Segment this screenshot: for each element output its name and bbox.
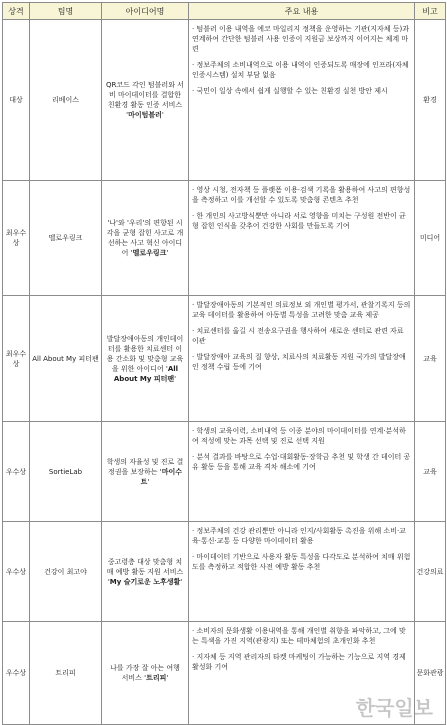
content-bullet: · 정보주체의 소비내역으로 이용 내역이 인증되도록 매장에 인프라(자체인증시스템) 설치 부담 없음 bbox=[192, 61, 409, 79]
header-team: 팀명 bbox=[30, 3, 102, 20]
idea-cell bbox=[102, 20, 189, 181]
team-cell: 리베이스 bbox=[30, 20, 102, 181]
header-content: 주요 내용 bbox=[189, 3, 415, 20]
category-cell: 문화관광 bbox=[415, 622, 446, 725]
award-cell: 우수상 bbox=[3, 522, 30, 622]
content-bullet: · 마이데이터 기반으로 사용자 활동 특성을 다각도로 분석하여 치매 위험도를 측정하고 적합한 사전 예방 활동 추천 bbox=[192, 553, 411, 571]
content-bullet: · 텀블러 이용 내역을 에코 마일리지 정책을 운영하는 기관(지자체 등)과 연계하여 간단한 텀블러 사용 인증이 지원금 보상까지 이어지는 체계 마련 bbox=[192, 25, 410, 53]
idea-cell bbox=[102, 181, 189, 296]
category-cell: 환경 bbox=[415, 20, 446, 181]
content-cell bbox=[189, 20, 415, 181]
content-bullet: · 분석 결과를 바탕으로 수업·대회활동·장학금 추천 및 학생 간 데이터 공유 활동 등을 통해 교육 격차 해소에 기여 bbox=[192, 453, 411, 471]
idea-cell bbox=[102, 622, 189, 725]
award-cell: 우수상 bbox=[3, 622, 30, 725]
content-cell bbox=[189, 181, 415, 296]
category-cell: 교육 bbox=[415, 296, 446, 422]
content-bullet: · 영상 시청, 전자책 등 플랫폼 이용·검색 기록을 활용하여 사고의 편향성을 측정하고 이를 개선할 수 있도록 맞춤형 콘텐츠 추천 bbox=[192, 186, 411, 204]
content-bullet: · 지자체 등 지역 관리자의 타켓 마케팅이 가능하는 기능으로 지역 경제 활성화 기여 bbox=[192, 653, 406, 671]
content-cell bbox=[189, 522, 415, 622]
idea-cell bbox=[102, 522, 189, 622]
idea-text: '나'와 '우리'의 편향된 시각을 균형 잡힌 사고로 개선하는 사고 혁신 아이디어 ' bbox=[106, 219, 184, 257]
idea-cell bbox=[102, 422, 189, 522]
team-cell: 멜로우링크 bbox=[30, 181, 102, 296]
content-cell bbox=[189, 422, 415, 522]
table-row bbox=[3, 296, 446, 422]
category-cell: 교육 bbox=[415, 422, 446, 522]
content-bullet: · 정보주체의 건강 관리뿐만 아니라 인지/사회활동 촉진을 위해 소비·교육·통신·교통 등 다양한 마이데이터 활용 bbox=[192, 527, 406, 545]
content-cell bbox=[189, 296, 415, 422]
idea-quote: ' bbox=[180, 577, 183, 586]
idea-text: 중고령층 대상 맞춤형 치매 예방 활동 지원 서비스 ' bbox=[106, 557, 184, 586]
content-bullet: · 발달장애아 교육의 질 향상, 치료사의 치료활동 지원 국가의 발달장애인 정책 수립 등에 기여 bbox=[192, 353, 406, 371]
table-row bbox=[3, 181, 446, 296]
idea-text: 학생의 자율성 및 진로 결정권을 보장하는 ' bbox=[106, 457, 184, 476]
header-row bbox=[3, 3, 446, 20]
idea-cell bbox=[102, 296, 189, 422]
header-award: 상격 bbox=[3, 3, 30, 20]
content-bullet: · 소비자의 문화생활 이용내역을 통해 개인별 취향을 파악하고, 그에 맞는 특색을 가진 지역(관광지) 또는 테마체험의 초개인화 추천 bbox=[192, 627, 406, 645]
idea-quote: ' bbox=[174, 374, 177, 383]
idea-name: 마이수트 bbox=[140, 467, 182, 486]
idea-text: 나를 가장 잘 아는 여행 서비스 ' bbox=[110, 664, 180, 682]
awards-table bbox=[2, 2, 446, 725]
team-cell: All About My 피터팬 bbox=[30, 296, 102, 422]
team-cell: 건강이 최고야 bbox=[30, 522, 102, 622]
table-row bbox=[3, 422, 446, 522]
team-cell: SortieLab bbox=[30, 422, 102, 522]
award-cell: 우수상 bbox=[3, 422, 30, 522]
category-cell: 미디어 bbox=[415, 181, 446, 296]
content-bullet: · 발달장애아동의 기본적인 의료정보 외 개인별 평가서, 관찰기록지 등의 교육 데이터를 활용하여 아동별 특성을 고려한 맞춤 교육 제공 bbox=[192, 301, 411, 319]
content-bullet: · 학생의 교육이력, 소비내역 등 이종 분야의 마이데이터를 연계·분석하여 적성에 맞는 과목 선택 및 진로 선택 지원 bbox=[192, 427, 406, 445]
idea-text: QR코드 각인 텀블러와 서비 마이데이터를 결합한 친환경 활동 인증 서비스 ' bbox=[106, 81, 184, 119]
category-cell: 건강의료 bbox=[415, 522, 446, 622]
content-bullet: · 한 개인의 사고방식뿐만 아니라 서로 영향을 미치는 구성원 전반이 균형 잡힌 인식을 갖추어 건강한 사회를 만들도록 기여 bbox=[192, 212, 406, 230]
award-cell: 최우수상 bbox=[3, 181, 30, 296]
idea-name: 트리피 bbox=[146, 674, 167, 682]
idea-name: All About My 피터팬 bbox=[113, 364, 179, 383]
header-idea: 아이디어명 bbox=[102, 3, 189, 20]
watermark-logo: 한국일보 bbox=[355, 696, 433, 720]
award-cell: 최우수상 bbox=[3, 296, 30, 422]
header-category: 비고 bbox=[415, 3, 446, 20]
content-bullet: · 치료센터를 옮길 시 전송요구권을 행사하여 새로운 센터로 관련 자료 이관 bbox=[192, 327, 404, 345]
team-cell: 트리피 bbox=[30, 622, 102, 725]
content-bullet: · 국민이 일상 속에서 쉽게 실행할 수 있는 친환경 실천 방안 제시 bbox=[192, 87, 388, 95]
idea-quote: ' bbox=[147, 477, 150, 486]
table-row bbox=[3, 522, 446, 622]
idea-quote: ' bbox=[166, 249, 169, 257]
idea-name: My 슬기로운 노후생활 bbox=[109, 577, 181, 586]
idea-quote: ' bbox=[161, 111, 164, 119]
idea-name: 멜로우링크 bbox=[132, 249, 167, 257]
idea-name: 마이텀블러 bbox=[128, 111, 162, 119]
idea-text: 발달장애아동의 개인데이터를 활용한 치료센터 이용 간소화 및 맞춤형 교육을 위한 아이디어 ' bbox=[106, 334, 184, 373]
table-row bbox=[3, 20, 446, 181]
idea-quote: ' bbox=[166, 674, 169, 682]
award-cell: 대상 bbox=[3, 20, 30, 181]
